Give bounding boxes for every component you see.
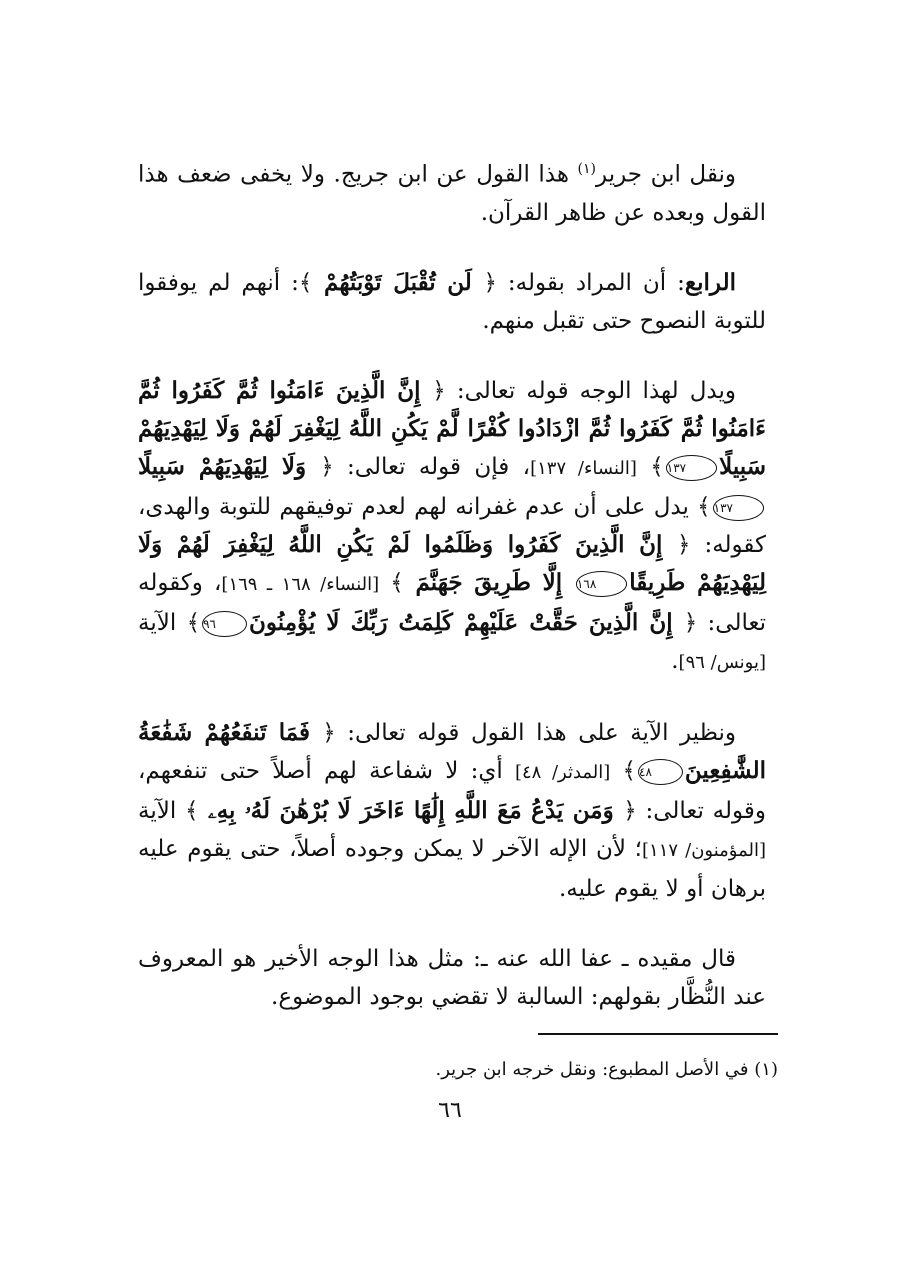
ornament-open: ﴿ — [320, 453, 334, 480]
text: : أنهم لم يوفقوا للتوبة النصوح حتى تقبل منهم. — [138, 269, 766, 334]
verse-reference: [النساء/ ١٣٧] — [530, 457, 637, 479]
ayah-number: ١٣٧ — [666, 455, 717, 481]
ornament-open: ﴿ — [483, 269, 497, 296]
ornament-open: ﴿ — [432, 377, 446, 404]
ayah-number: ٩٦ — [202, 611, 247, 637]
footnote-divider — [538, 1033, 778, 1035]
text: قال مقيده ـ عفا الله عنه ـ: مثل هذا الوجه الأخير هو المعروف عند النُّظَّار بقولهم: السالبة لا تقضي بوجود الموضوع. — [138, 945, 766, 1010]
text: ؛ لأن الإله الآخر لا يمكن وجوده أصلاً، حتى يقوم عليه برهان أو لا يقوم عليه. — [138, 835, 766, 902]
text: . — [671, 647, 679, 674]
footnote — [138, 1056, 778, 1084]
text: أي: لا شفاعة لهم أصلاً حتى تنفعهم، وقوله تعالى: — [138, 757, 766, 824]
ayah-number: ٤٨ — [638, 759, 683, 785]
paragraph-2 — [138, 264, 766, 340]
quran-text: إِنَّ الَّذِينَ كَفَرُوا وَظَلَمُوا لَمْ يَكُنِ اللَّهُ لِيَغْفِرَ لَهُمْ وَلَا لِيَهْدِيَهُمْ طَرِيقًا — [138, 530, 766, 596]
quran-text: إِنَّ الَّذِينَ حَقَّتْ عَلَيْهِمْ كَلِمَتُ رَبِّكَ لَا يُؤْمِنُونَ — [249, 608, 673, 636]
section-label: الرابع — [684, 268, 736, 296]
text: الآية — [138, 609, 187, 636]
ornament-close: ﴾ — [298, 269, 313, 296]
ornament-close: ﴾ — [186, 609, 201, 636]
quran-verse — [187, 609, 698, 636]
paragraph-5 — [138, 940, 766, 1016]
ornament-open: ﴿ — [677, 531, 691, 558]
quran-text: وَلَا لِيَهْدِيَهُمْ سَبِيلًا — [138, 452, 307, 480]
text: ونظير الآية على هذا القول قوله تعالى: — [335, 719, 736, 746]
paragraph-3 — [138, 372, 766, 682]
footnote-marker[interactable]: (١) — [577, 161, 597, 177]
verse-reference: [المؤمنون/ ١١٧] — [642, 839, 766, 861]
quran-text: وَمَن يَدْعُ مَعَ اللَّهِ إِلَٰهًا ءَاخَرَ لَا بُرْهَٰنَ لَهُۥ بِهِۦ — [207, 796, 614, 824]
text: الآية — [138, 797, 186, 824]
footnote-text: في الأصل المطبوع: ونقل خرجه ابن جرير. — [435, 1059, 749, 1080]
ornament-close: ﴾ — [390, 569, 404, 596]
text: ونقل ابن جرير — [596, 161, 736, 188]
verse-reference: [النساء/ ١٦٨ ـ ١٦٩] — [221, 573, 380, 595]
quran-text: إِنَّ الَّذِينَ ءَامَنُوا ثُمَّ كَفَرُوا ثُمَّ ءَامَنُوا ثُمَّ كَفَرُوا ثُمَّ ازْدَادُوا كُفْرًا لَّمْ يَكُنِ اللَّهُ لِيَغْفِرَ لَهُمْ وَلَا لِيَهْدِيَهُمْ سَبِيلًا — [138, 376, 766, 480]
quran-text: إِلَّا طَرِيقَ جَهَنَّمَ — [415, 568, 563, 596]
quran-verse — [185, 797, 637, 824]
ornament-close: ﴾ — [185, 797, 199, 824]
text: ، فإن قوله تعالى: — [333, 453, 531, 480]
quran-text: لَن تُقْبَلَ تَوْبَتُهُمْ — [324, 268, 472, 296]
ornament-open: ﴿ — [683, 609, 698, 636]
text: هذا القول عن ابن جريج. ولا يخفى ضعف هذا القول وبعده عن ظاهر القرآن. — [138, 161, 766, 226]
ornament-close: ﴾ — [697, 493, 711, 520]
quran-verse — [299, 269, 497, 296]
paragraph-4 — [138, 714, 766, 908]
text: ، وكقوله تعالى: — [138, 569, 766, 636]
ayah-number: ١٣٧ — [713, 495, 764, 521]
ornament-close: ﴾ — [650, 453, 664, 480]
verse-reference: [يونس/ ٩٦] — [678, 651, 766, 673]
ornament-close: ﴾ — [622, 757, 637, 784]
quran-text: فَمَا تَنفَعُهُمْ شَفَٰعَةُ الشَّٰفِعِينَ — [138, 718, 767, 784]
ornament-open: ﴿ — [322, 719, 336, 746]
text: : أن المراد بقوله: — [496, 269, 685, 296]
text: ويدل لهذا الوجه قوله تعالى: — [445, 377, 736, 404]
page-body — [138, 150, 766, 1048]
footnote-number: (١) — [754, 1059, 778, 1080]
ayah-number: ١٦٨ — [576, 571, 627, 597]
ornament-open: ﴿ — [623, 797, 637, 824]
paragraph-1 — [138, 150, 766, 232]
verse-reference: [المدثر/ ٤٨] — [514, 761, 611, 783]
text: يدل على أن عدم غفرانه لهم لعدم توفيقهم للتوبة والهدى، كقوله: — [138, 493, 766, 558]
page-number: ٦٦ — [438, 1098, 462, 1123]
